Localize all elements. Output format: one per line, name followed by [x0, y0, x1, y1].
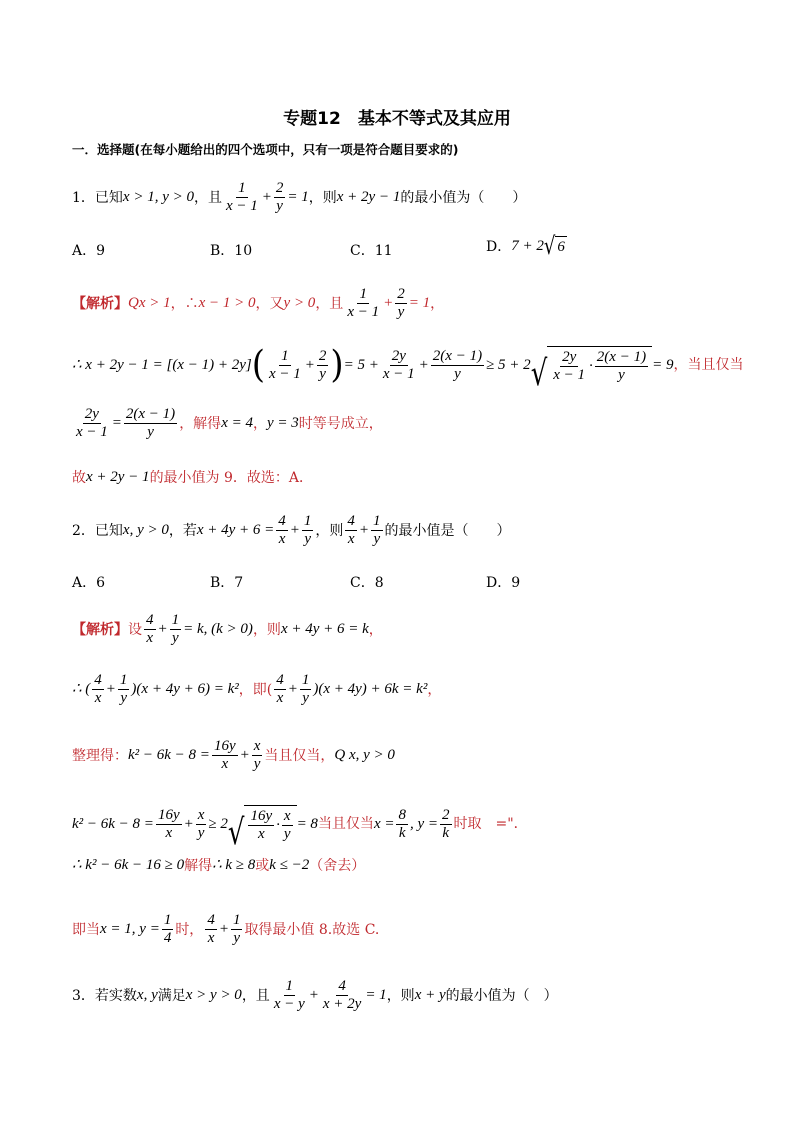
- q2-s4-frac-1: $\frac{16y}{x}$: [157, 806, 180, 841]
- q2-ask: 的最小值是（ ）: [384, 522, 511, 539]
- q1-s1d: x − 1 > 0: [198, 295, 256, 312]
- q1-s3c: x = 4: [221, 415, 253, 432]
- q2-s3c: 当且仅当，: [264, 747, 335, 764]
- q2-s6-frac-3: $\frac{1}{y}$: [232, 912, 241, 947]
- q1-option-a[interactable]: A．9: [72, 243, 106, 259]
- q2-s4b: ≥ 2: [208, 815, 228, 832]
- q2-solution-line-6: 即当 x = 1, y = $\frac{1}{4}$ 时， $\frac{4}{x}$ + $\frac{1}{y}$ 取得最小值 8.故选 C.: [72, 912, 380, 947]
- q3-vars: x, y: [136, 987, 158, 1004]
- q1-expr: x + 2y − 1: [336, 189, 401, 206]
- q1-option-b[interactable]: B．10: [210, 243, 253, 259]
- q2-s4-sqrt: √ $\frac{16y}{x}$ · $\frac{x}{y}$: [228, 805, 297, 844]
- q1-s3-frac-1: $\frac{2y}{x - 1}$: [76, 406, 108, 441]
- q2-s1-frac-1: $\frac{4}{x}$: [146, 612, 154, 647]
- q2-s2d: )(x + 4y) + 6k = k²: [313, 681, 428, 698]
- q3-ask: 的最小值为（ ）: [445, 987, 558, 1004]
- q1-option-d-label: D．: [486, 239, 512, 255]
- q1-s2-sqrt: √ $\frac{2y}{x - 1}$ · $\frac{2(x - 1)}{y}$: [531, 346, 652, 385]
- q1-s1-frac-1: $\frac{1}{x - 1}$: [347, 286, 380, 321]
- q2-stem: 2．已知 x, y > 0 ，若 x + 4y + 6 = $\frac{4}{x}$ + $\frac{1}{y}$ ，则 $\frac{4}{x}$ + $\frac{1}{y}$ 的最小值是（ ）: [72, 513, 511, 548]
- q1-then: ，则: [308, 189, 337, 206]
- q1-solution-line-1: 【解析】 Q x > 1 ，∴ x − 1 > 0 ，又 y > 0 ，且 $\frac{1}{x - 1}$ + $\frac{2}{y}$ = 1 ，: [72, 286, 445, 321]
- q3-expr: x + y: [414, 987, 446, 1004]
- page-title: 专题12 基本不等式及其应用: [283, 109, 511, 129]
- q1-s3b: ，解得: [179, 415, 222, 432]
- q1-s1e: ，又: [255, 295, 284, 312]
- q2-s4e: x =: [373, 815, 395, 832]
- q2-s1d: x + 4y + 6 = k: [280, 621, 369, 638]
- q1-s3f: 时等号成立，: [298, 415, 383, 432]
- q2-option-a[interactable]: A．6: [72, 575, 106, 591]
- section-heading: 一．选择题(在每小题给出的四个选项中，只有一项是符合题目要求的): [72, 142, 459, 157]
- q2-s4d: 当且仅当: [317, 816, 374, 833]
- q1-s4a: 故: [72, 469, 86, 486]
- q1-s1i: ，: [430, 295, 445, 312]
- q1-solution-tag: 【解析】: [72, 295, 128, 312]
- q1-s2e: = 9: [652, 356, 674, 373]
- q2-s4-frac-2: $\frac{x}{y}$: [197, 806, 205, 841]
- q1-s3a: =: [111, 415, 122, 432]
- q2-option-d[interactable]: D．9: [486, 575, 521, 591]
- q2-then: ，则: [315, 522, 344, 539]
- q1-s2b: = 5 +: [343, 356, 379, 373]
- q2-s4g: 时取 ="．: [453, 816, 528, 833]
- q3-frac-2: $\frac{4}{x + 2y}$: [322, 978, 362, 1013]
- q2-s5c: ∴ k ≥ 8: [212, 857, 256, 873]
- q2-solution-line-2: ∴ ( $\frac{4}{x}$ + $\frac{1}{y}$ )(x + 4y + 6) = k² ，即( $\frac{4}{x}$ + $\frac{1}{y}$ )(x + 4y) + 6k = k² ，: [72, 672, 442, 707]
- q1-s1g: ，且: [315, 295, 344, 312]
- q1-frac-2: $\frac{2}{y}$: [275, 180, 284, 215]
- q2-s4c: = 8: [296, 815, 318, 832]
- q2-s3-frac-2: $\frac{x}{y}$: [253, 738, 261, 773]
- q2-option-c[interactable]: C．8: [350, 575, 384, 591]
- q2-s2c: ，即(: [238, 681, 273, 698]
- q1-s1h: = 1: [408, 295, 431, 312]
- q1-eq-rhs: = 1: [287, 189, 309, 206]
- q2-s1e: ，: [368, 621, 383, 638]
- q3-eq-rhs: = 1: [365, 987, 387, 1004]
- q2-s1-frac-2: $\frac{1}{y}$: [171, 612, 180, 647]
- q2-s6-frac-1: $\frac{1}{4}$: [163, 912, 172, 947]
- q1-s3-frac-2: $\frac{2(x - 1)}{y}$: [125, 406, 176, 441]
- q1-s1a: Q: [128, 295, 139, 312]
- q1-option-d-sqrt: √ 6: [543, 232, 565, 261]
- q2-option-b[interactable]: B．7: [210, 575, 244, 591]
- q1-solution-line-3: [72, 406, 754, 442]
- q1-stem: 1．已知 x > 1, y > 0 ，且 $\frac{1}{x - 1}$ + $\frac{2}{y}$ = 1 ，则 x + 2y − 1 的最小值为（ ）: [72, 180, 527, 215]
- q1-ask: 的最小值为（ ）: [400, 189, 527, 206]
- q2-s5d: 或: [255, 857, 270, 874]
- q3-cond-a: 满足: [157, 987, 186, 1004]
- q3-and: ，且: [241, 987, 270, 1004]
- q1-condition: x > 1, y > 0: [122, 189, 194, 206]
- q2-s1c: ，则: [252, 621, 281, 638]
- q2-s6d: 取得最小值 8.故选 C.: [244, 921, 380, 938]
- q1-s3e: y = 3: [266, 415, 299, 432]
- q1-option-d[interactable]: [486, 232, 567, 261]
- q2-solution-tag: 【解析】: [72, 621, 128, 638]
- q2-solution-line-5: [72, 858, 754, 873]
- q2-s4-frac-4: $\frac{2}{k}$: [442, 806, 450, 841]
- q1-s1-frac-2: $\frac{2}{y}$: [397, 286, 405, 321]
- q2-condition: x, y > 0: [122, 522, 169, 539]
- q2-s1b: = k, (k > 0): [183, 621, 253, 638]
- q2-s6c: 时，: [175, 921, 204, 938]
- q1-s2-frac-2: $\frac{2}{y}$: [318, 347, 327, 382]
- q2-solution-line-4: k² − 6k − 8 = $\frac{16y}{x}$ + $\frac{x}{y}$ ≥ 2 √ $\frac{16y}{x}$ · $\frac{x}{y}$ = 8 当且仅当 x = $\frac{8}{k}$ , y = $\frac{2}{k}$ 时取 ="．: [72, 806, 528, 853]
- q2-s5f: （舍去）: [309, 857, 366, 874]
- q2-s4-frac-3: $\frac{8}{k}$: [398, 806, 406, 841]
- q1-s2d: ≥ 5 + 2: [486, 356, 531, 373]
- q2-s2-frac-1: $\frac{4}{x}$: [94, 672, 102, 707]
- q3-condition: x > y > 0: [185, 987, 242, 1004]
- q2-s6a: 即当: [72, 921, 100, 938]
- q1-s2-frac-1: $\frac{1}{x - 1}$: [268, 347, 301, 382]
- q2-s3a: 整理得：: [72, 747, 128, 764]
- q2-s4a: k² − 6k − 8 =: [72, 815, 154, 832]
- q2-s2b: )(x + 4y + 6) = k²: [131, 681, 239, 698]
- q1-s3d: ，: [252, 415, 267, 432]
- q3-stem: 3．若实数 x, y 满足 x > y > 0 ，且 $\frac{1}{x - y}$ + $\frac{4}{x + 2y}$ = 1 ，则 x + y 的最小值为（ ）: [72, 978, 558, 1013]
- q1-option-c[interactable]: C．11: [350, 243, 393, 259]
- q3-then: ，则: [386, 987, 415, 1004]
- q1-and: ，且: [193, 189, 222, 206]
- q2-s2-frac-4: $\frac{1}{y}$: [301, 672, 310, 707]
- q2-s5a: ∴ k² − 6k − 16 ≥ 0: [72, 857, 185, 873]
- q2-number: 2．已知: [72, 522, 123, 539]
- q1-option-d-value: 7 + 2: [511, 237, 544, 254]
- q2-s3b: k² − 6k − 8 =: [128, 747, 210, 764]
- q2-if: ，若: [168, 522, 197, 539]
- q2-frac-4: $\frac{1}{y}$: [373, 513, 381, 548]
- q1-solution-line-4: [72, 470, 754, 485]
- q1-s2f: ，当且仅当: [673, 357, 744, 374]
- q2-s2e: ，: [427, 681, 442, 698]
- q2-frac-1: $\frac{4}{x}$: [278, 513, 286, 548]
- q1-s1f: y > 0: [283, 295, 316, 312]
- q1-solution-line-2: ∴ x + 2y − 1 = [(x − 1) + 2y] ( $\frac{1}{x - 1}$ + $\frac{2}{y}$ ) = 5 + $\frac{2y}{x - 1}$ + $\frac{2(x - 1)}{y}$ ≥ 5 + 2 √ $\frac{2y}{x - 1}$ · $\frac{2(x - 1)}{y}$ = 9 ，当且仅当: [72, 343, 744, 394]
- q1-s2c: +: [418, 356, 429, 373]
- q1-s4c: 的最小值为 9．故选：A．: [149, 469, 314, 486]
- q1-s4b: x + 2y − 1: [86, 469, 150, 485]
- q2-frac-3: $\frac{4}{x}$: [347, 513, 355, 548]
- q1-number: 1．已知: [72, 189, 123, 206]
- q1-frac-1: $\frac{1}{x - 1}$: [225, 180, 258, 215]
- q2-s1a: 设: [128, 621, 142, 638]
- q3-number: 3．若实数: [72, 987, 137, 1004]
- q2-s3d: Q x, y > 0: [334, 747, 395, 764]
- q1-s2-frac-4: $\frac{2(x - 1)}{y}$: [432, 347, 483, 382]
- q2-s2-frac-2: $\frac{1}{y}$: [119, 672, 128, 707]
- q2-frac-2: $\frac{1}{y}$: [303, 513, 312, 548]
- q2-eq: x + 4y + 6 =: [196, 522, 275, 539]
- q2-s6-frac-2: $\frac{4}{x}$: [207, 912, 215, 947]
- q1-s1c: ，∴: [170, 295, 199, 312]
- q1-s1b: x > 1: [138, 295, 171, 312]
- q1-s2a: ∴ x + 2y − 1 = [(x − 1) + 2y]: [72, 356, 252, 373]
- q2-solution-line-3: 整理得： k² − 6k − 8 = $\frac{16y}{x}$ + $\frac{x}{y}$ 当且仅当， Q x, y > 0: [72, 738, 395, 773]
- q2-s2-frac-3: $\frac{4}{x}$: [276, 672, 284, 707]
- q2-solution-line-1: 【解析】 设 $\frac{4}{x}$ + $\frac{1}{y}$ = k, (k > 0) ，则 x + 4y + 6 = k ，: [72, 612, 383, 647]
- q3-frac-1: $\frac{1}{x - y}$: [273, 978, 305, 1013]
- q2-s5e: k ≤ −2: [269, 857, 310, 873]
- q2-s4f: , y =: [409, 815, 438, 832]
- q1-s2-frac-3: $\frac{2y}{x - 1}$: [382, 347, 415, 382]
- q2-s5b: 解得: [184, 857, 213, 874]
- q2-s3-frac-1: $\frac{16y}{x}$: [213, 738, 236, 773]
- q2-s2a: ∴ (: [72, 681, 91, 698]
- q2-s6b: x = 1, y =: [100, 921, 160, 938]
